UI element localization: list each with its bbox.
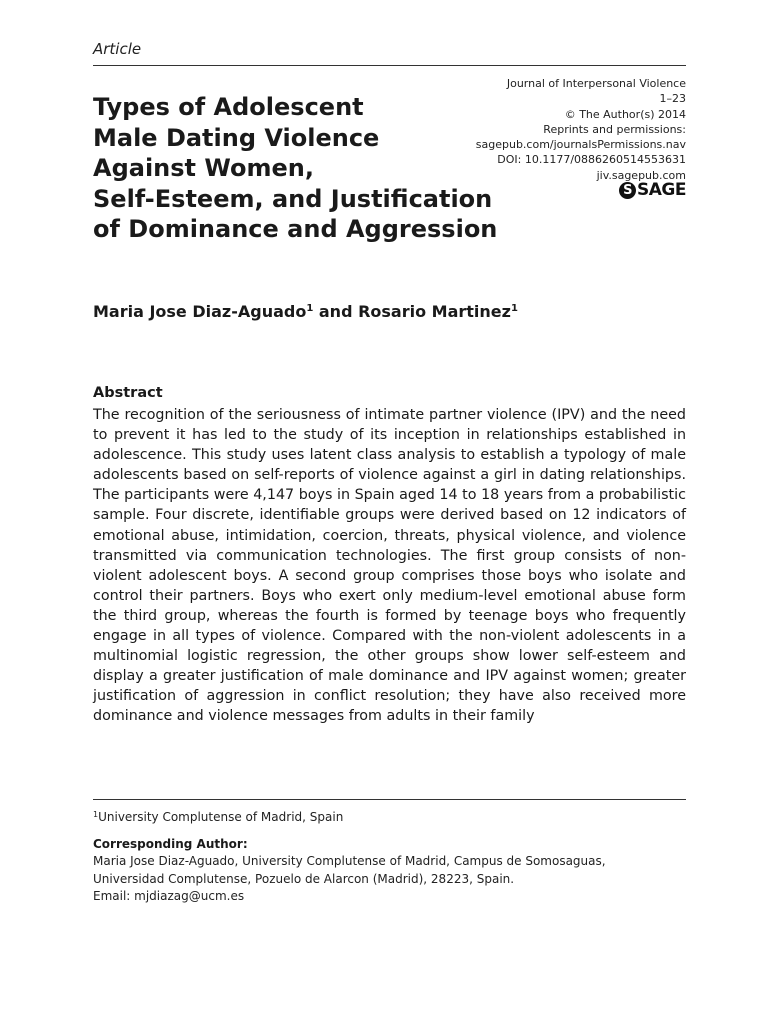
- author-name: Maria Jose Diaz-Aguado: [93, 302, 307, 321]
- corresponding-address-line: Universidad Complutense, Pozuelo de Alarcon (Madrid), 28223, Spain.: [93, 871, 515, 886]
- title-line: Types of Adolescent: [93, 93, 364, 121]
- journal-copyright: © The Author(s) 2014: [564, 107, 686, 121]
- affiliation-marker: 1: [510, 303, 518, 314]
- corresponding-email[interactable]: Email: mjdiazag@ucm.es: [93, 889, 245, 903]
- author-name: Rosario Martinez: [358, 302, 511, 321]
- title-line: of Dominance and Aggression: [93, 215, 498, 243]
- affiliation-marker: 1: [93, 810, 99, 819]
- sage-logo-icon: S: [619, 182, 636, 199]
- corresponding-author-heading: Corresponding Author:: [93, 837, 248, 851]
- affiliation-marker: 1: [306, 303, 314, 314]
- journal-doi[interactable]: DOI: 10.1177/0886260514553631: [497, 153, 686, 167]
- abstract-heading: Abstract: [93, 385, 163, 401]
- corresponding-author-details: [93, 853, 606, 906]
- author-list: [93, 302, 518, 321]
- header-rule: [93, 65, 686, 66]
- sage-logo-text: SAGE: [637, 180, 686, 200]
- title-line: Self-Esteem, and Justification: [93, 184, 493, 213]
- title-line: Male Dating Violence: [93, 123, 380, 152]
- affiliation-text: University Complutense of Madrid, Spain: [98, 810, 344, 824]
- article-type-label: Article: [93, 40, 142, 58]
- permissions-link[interactable]: sagepub.com/journalsPermissions.nav: [475, 138, 686, 152]
- author-conjunction: and: [313, 302, 359, 321]
- affiliation-footnote: [93, 810, 343, 824]
- sage-logo: [619, 180, 686, 200]
- journal-reprints: Reprints and permissions:: [543, 122, 686, 136]
- journal-info: [426, 76, 686, 183]
- footnote-rule: [93, 799, 686, 800]
- corresponding-address-line: Maria Jose Diaz-Aguado, University Complutense of Madrid, Campus de Somosaguas,: [93, 854, 606, 868]
- journal-url-link[interactable]: jiv.sagepub.com: [596, 168, 686, 182]
- title-line: Against Women,: [93, 154, 314, 182]
- abstract-text: The recognition of the seriousness of intimate partner violence (IPV) and the need to prevent it has led to the study of its inception in relationships established in adolescence. This study uses latent class analysis to establish a typology of male adolescents based on self-reports of violence against a girl in dating relationships. The participants were 4,147 boys in Spain aged 14 to 18 years from a probabilistic sample. Four discrete, identifiable groups were derived based on 12 indicators of emotional abuse, intimidation, coercion, threats, physical violence, and violence transmitted via communication technologies. The first group consists of non-violent adolescent boys. A second group comprises those boys who isolate and control their partners. Boys who exert only medium-level emotional abuse form the third group, whereas the fourth is formed by teenage boys who frequently engage in all types of violence. Compared with the non-violent adolescents in a multinomial logistic regression, the other groups show lower self-esteem and display a greater justification of male dominance and IPV against women; greater justification of aggression in conflict resolution; they have also received more dominance and violence messages from adults in their family: [93, 407, 686, 725]
- journal-name: Journal of Interpersonal Violence: [506, 77, 686, 90]
- journal-pages: 1–23: [659, 92, 686, 106]
